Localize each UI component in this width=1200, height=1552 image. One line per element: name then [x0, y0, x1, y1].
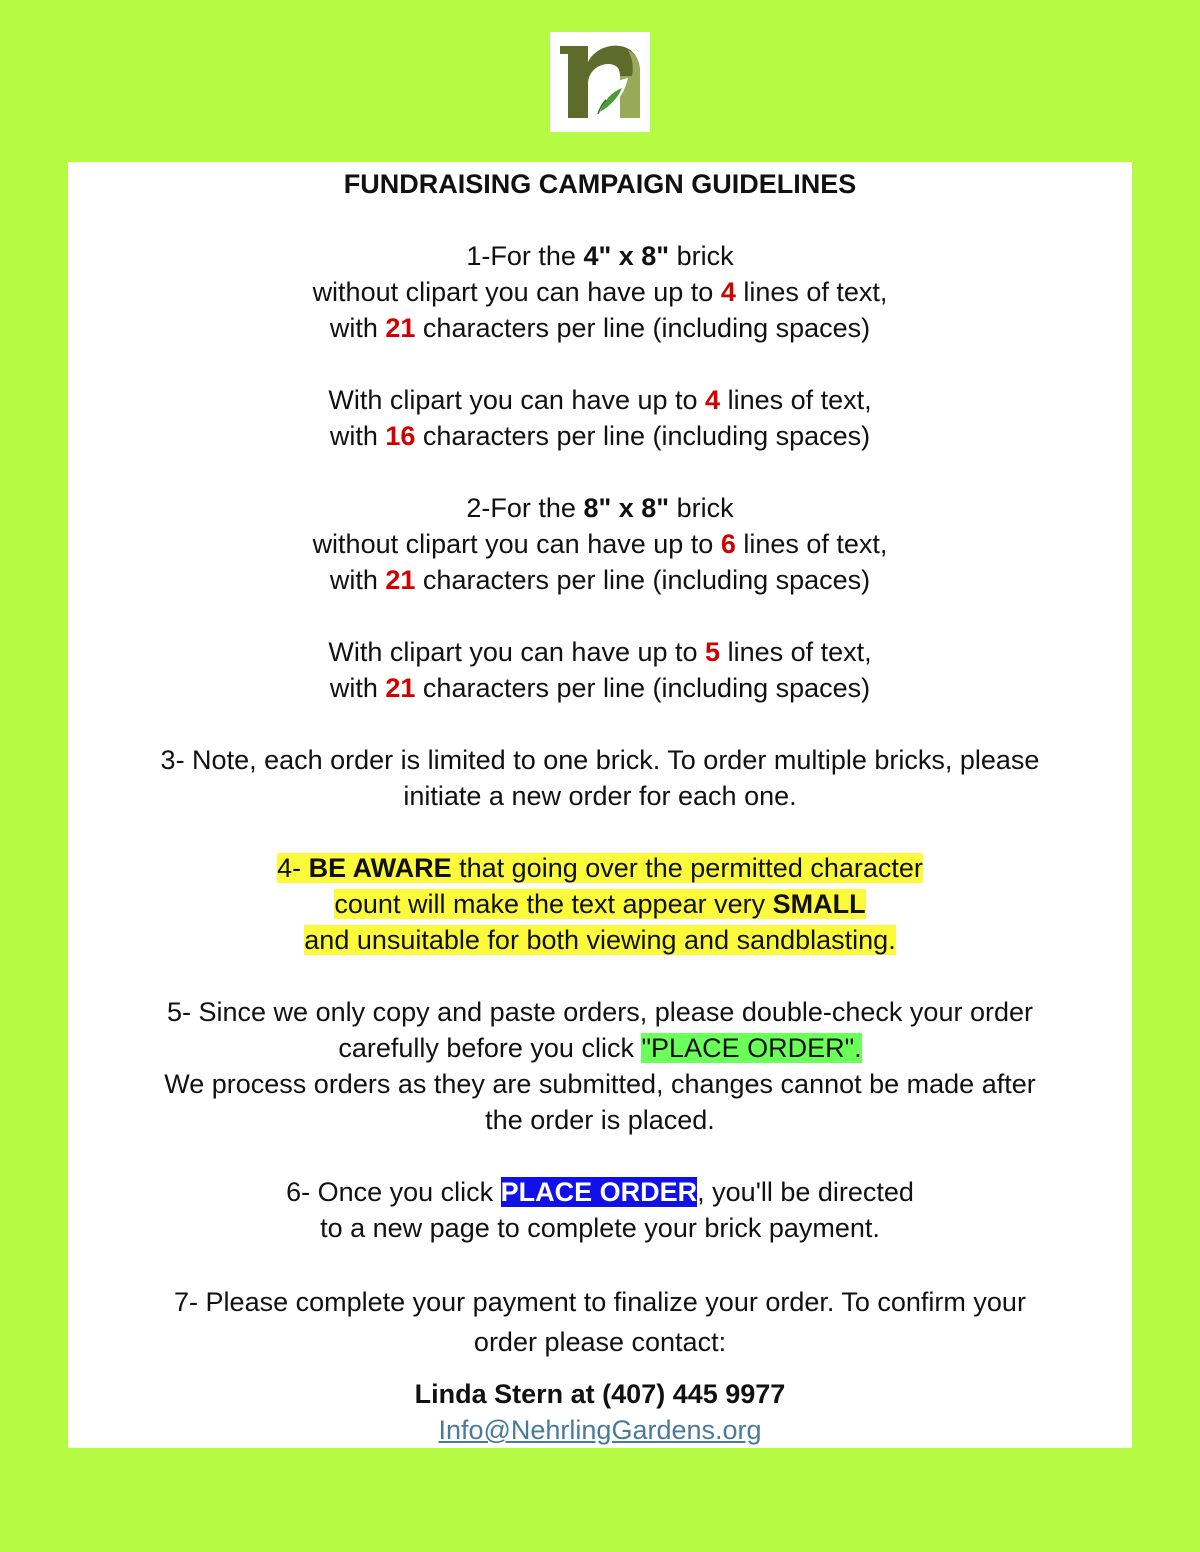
place-order-highlight-blue: PLACE ORDER	[500, 1177, 698, 1207]
contact-name-phone: Linda Stern at (407) 445 9977	[414, 1379, 786, 1409]
contact-email-link[interactable]: Info@NehrlingGardens.org	[438, 1415, 762, 1445]
section-5-line-4: the order is placed.	[485, 1105, 715, 1135]
contact-block	[68, 1376, 1132, 1448]
section-1-clipart-lines-rule: With clipart you can have up to 4 lines of text,	[328, 385, 872, 415]
section-2-heading: 2-For the 8" x 8" brick	[466, 493, 734, 523]
section-6-line-1: 6- Once you click PLACE ORDER, you'll be directed	[286, 1177, 914, 1207]
guidelines-panel	[68, 162, 1132, 1448]
place-order-highlight-green: "PLACE ORDER".	[641, 1033, 862, 1063]
section-1-clipart-chars-rule: with 16 characters per line (including spaces)	[329, 421, 871, 451]
section-7-line-2: order please contact:	[473, 1327, 727, 1357]
section-1-chars-rule: with 21 characters per line (including spaces)	[329, 313, 871, 343]
section-2-8x8-brick	[68, 490, 1132, 598]
section-3-line-1: 3- Note, each order is limited to one brick. To order multiple bricks, please	[160, 745, 1040, 775]
section-5-double-check	[68, 994, 1132, 1138]
nehrling-gardens-logo-icon	[550, 32, 650, 132]
logo	[550, 32, 650, 132]
section-5-line-3: We process orders as they are submitted, changes cannot be made after	[164, 1069, 1036, 1099]
section-2-clipart-lines-rule: With clipart you can have up to 5 lines of text,	[328, 637, 872, 667]
section-2-clipart-chars-rule: with 21 characters per line (including spaces)	[329, 673, 871, 703]
section-4-line-3: and unsuitable for both viewing and sandblasting.	[304, 925, 896, 955]
section-2-clipart	[68, 634, 1132, 706]
section-7-line-1: 7- Please complete your payment to finalize your order. To confirm your	[174, 1287, 1026, 1317]
section-3-note	[68, 742, 1132, 814]
section-5-line-2: carefully before you click "PLACE ORDER".	[338, 1033, 862, 1063]
section-4-line-2: count will make the text appear very SMALL	[334, 889, 866, 919]
section-3-line-2: initiate a new order for each one.	[403, 781, 797, 811]
section-4-warning	[68, 850, 1132, 958]
section-7-payment	[68, 1282, 1132, 1362]
section-1-lines-rule: without clipart you can have up to 4 lines of text,	[312, 277, 888, 307]
section-6-redirect	[68, 1174, 1132, 1246]
section-1-4x8-brick	[68, 238, 1132, 346]
section-1-heading: 1-For the 4" x 8" brick	[466, 241, 734, 271]
section-6-line-2: to a new page to complete your brick payment.	[320, 1213, 880, 1243]
section-1-clipart	[68, 382, 1132, 454]
section-2-lines-rule: without clipart you can have up to 6 lines of text,	[312, 529, 888, 559]
section-2-chars-rule: with 21 characters per line (including spaces)	[329, 565, 871, 595]
section-4-line-1: 4- BE AWARE that going over the permitted character	[277, 853, 923, 883]
section-5-line-1: 5- Since we only copy and paste orders, please double-check your order	[167, 997, 1033, 1027]
page-title: FUNDRAISING CAMPAIGN GUIDELINES	[343, 169, 857, 199]
